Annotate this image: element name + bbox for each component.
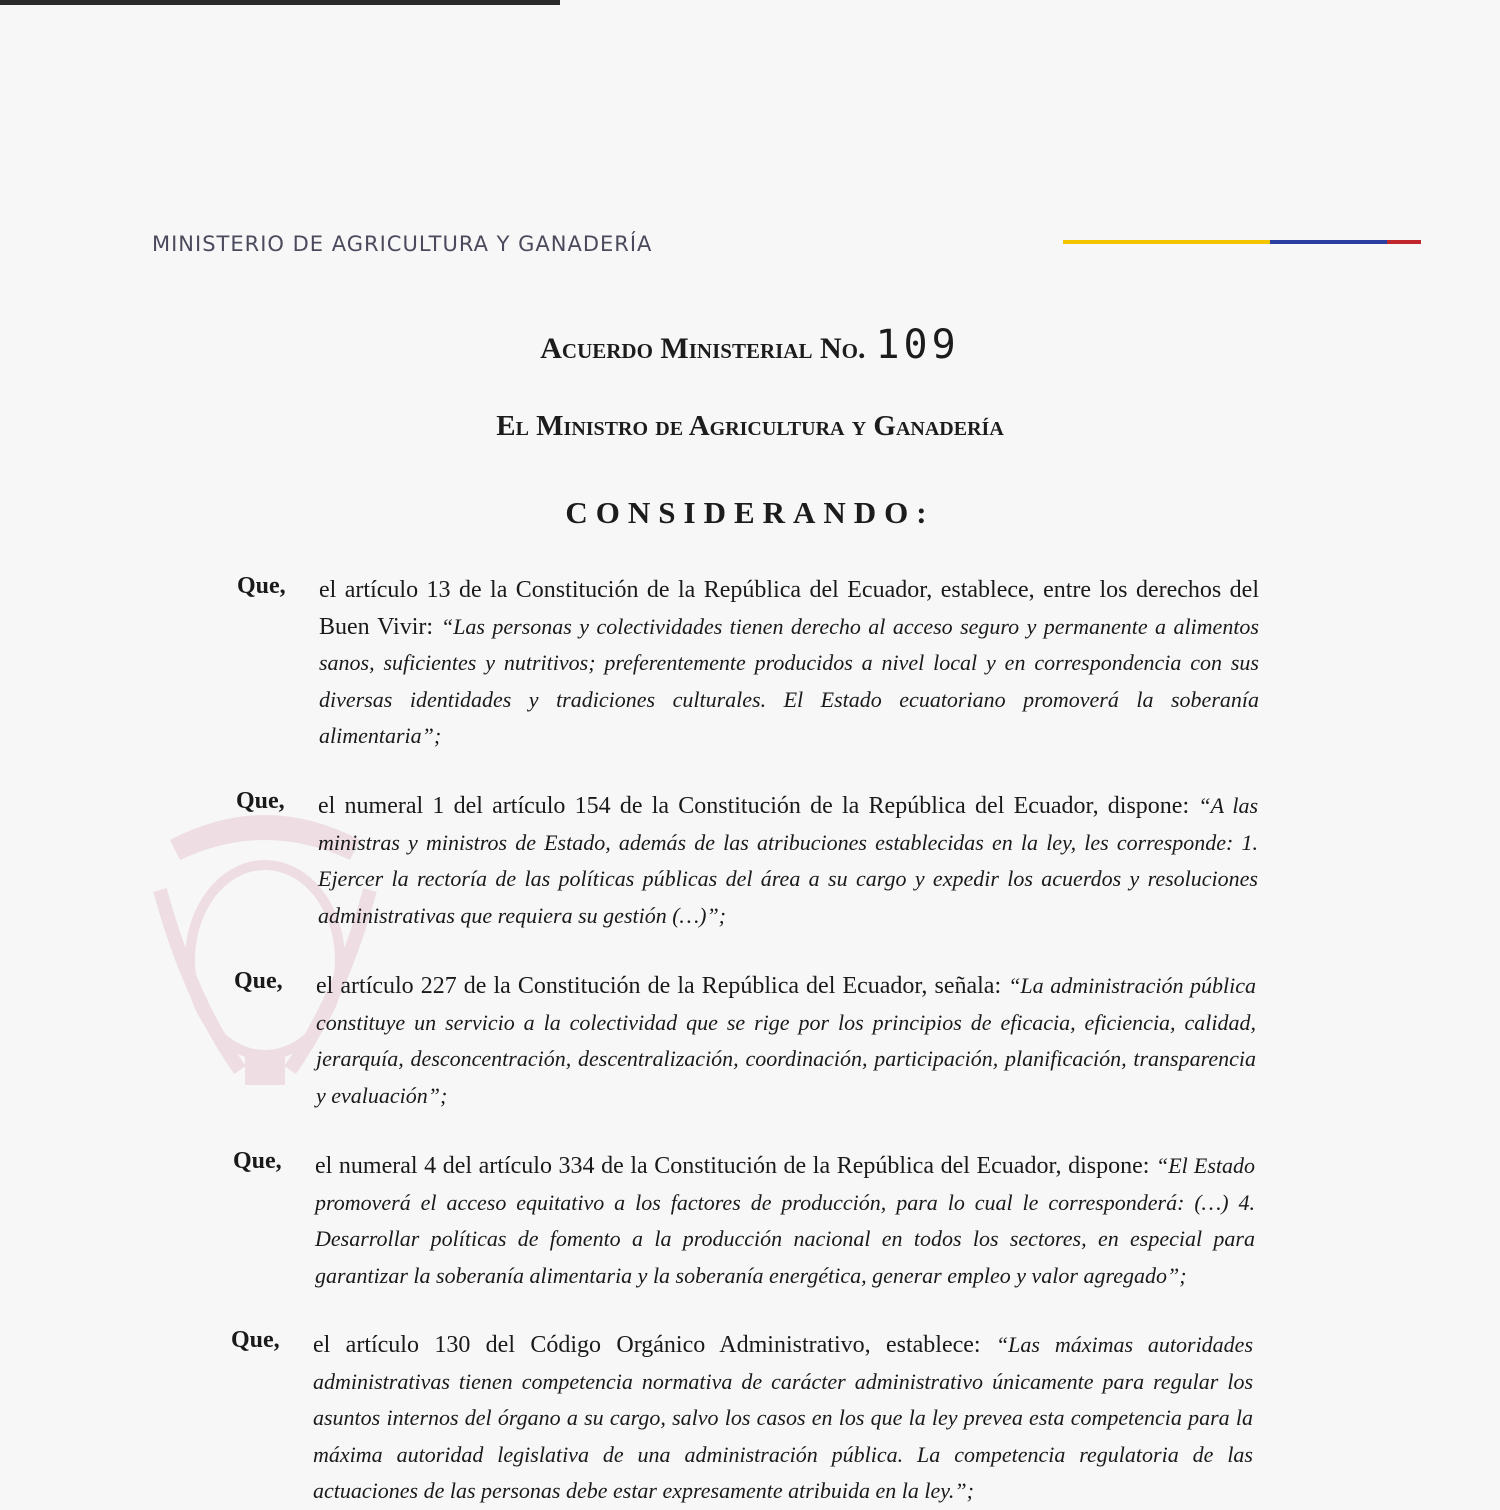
- clause-quote: “El Estado promoverá el acceso equitativo a los factores de producción, para lo cual le corresponderá: (…) 4. Desarrollar políticas de fomento a la producción nacional en todos los sectores, en especial para garantizar la soberanía alimentaria y la soberanía energética, generar empleo y valor agregado”;: [315, 1153, 1255, 1288]
- ministry-header: MINISTERIO DE AGRICULTURA Y GANADERÍA: [152, 232, 653, 256]
- clause-body: [316, 968, 1256, 1114]
- flag-red-segment: [1387, 240, 1421, 244]
- agreement-label: Acuerdo Ministerial No.: [540, 332, 866, 365]
- page-top-edge: [0, 0, 560, 5]
- clause-lead: Que,: [234, 968, 283, 994]
- considering-heading: CONSIDERANDO:: [565, 495, 935, 530]
- clause-body: [319, 573, 1259, 755]
- clause-body: [318, 788, 1258, 934]
- clause-text: el artículo 227 de la Constitución de la República del Ecuador, señala:: [316, 973, 1009, 999]
- clause-body: [313, 1327, 1253, 1510]
- clause-text: el artículo 13 de la Constitución de la República del Ecuador, establece, entre los derechos del Buen Vivir:: [319, 577, 1259, 640]
- flag-yellow-segment: [1063, 240, 1270, 244]
- flag-blue-segment: [1270, 240, 1387, 244]
- clause-text: el numeral 1 del artículo 154 de la Constitución de la República del Ecuador, dispone:: [318, 793, 1199, 819]
- clause-quote: “A las ministras y ministros de Estado, además de las atribuciones establecidas en la ley, les corresponde: 1. Ejercer la rectoría de las políticas públicas del área a su cargo y expedir los acuerdos y resoluciones administrativas que requiera su gestión (…)”;: [318, 793, 1259, 928]
- clause-lead: Que,: [233, 1148, 282, 1174]
- clause-text: el numeral 4 del artículo 334 de la Constitución de la República del Ecuador, dispone:: [315, 1153, 1156, 1179]
- flag-color-bar: [1063, 240, 1421, 244]
- clause-lead: Que,: [231, 1327, 280, 1353]
- clause-quote: “La administración pública constituye un servicio a la colectividad que se rige por los principios de eficacia, eficiencia, calidad, jerarquía, desconcentración, descentralización, coordinación, participación, planificación, transparencia y evaluación”;: [316, 973, 1256, 1108]
- clause-lead: Que,: [237, 573, 286, 599]
- agreement-number: 109: [875, 322, 960, 368]
- clause-quote: “Las personas y colectividades tienen derecho al acceso seguro y permanente a alimentos sanos, suficientes y nutritivos; preferentemente producidos a nivel local y en correspondencia con sus diversas identidades y tradiciones culturales. El Estado ecuatoriano promoverá la soberanía alimentaria”;: [319, 613, 1259, 748]
- agreement-title: [0, 322, 1500, 368]
- minister-heading: El Ministro de Agricultura y Ganadería: [496, 410, 1004, 442]
- clause-body: [315, 1148, 1255, 1294]
- clause-text: el artículo 130 del Código Orgánico Administrativo, establece:: [313, 1332, 996, 1358]
- clause-quote: “Las máximas autoridades administrativas tienen competencia normativa de carácter administrativo únicamente para regular los asuntos internos del órgano a su cargo, salvo los casos en los que la ley prevea esta competencia para la máxima autoridad legislativa de una administración pública. La competencia regulatoria de las actuaciones de las personas debe estar expresamente atribuida en la ley.”;: [313, 1332, 1254, 1503]
- clause-lead: Que,: [236, 788, 285, 814]
